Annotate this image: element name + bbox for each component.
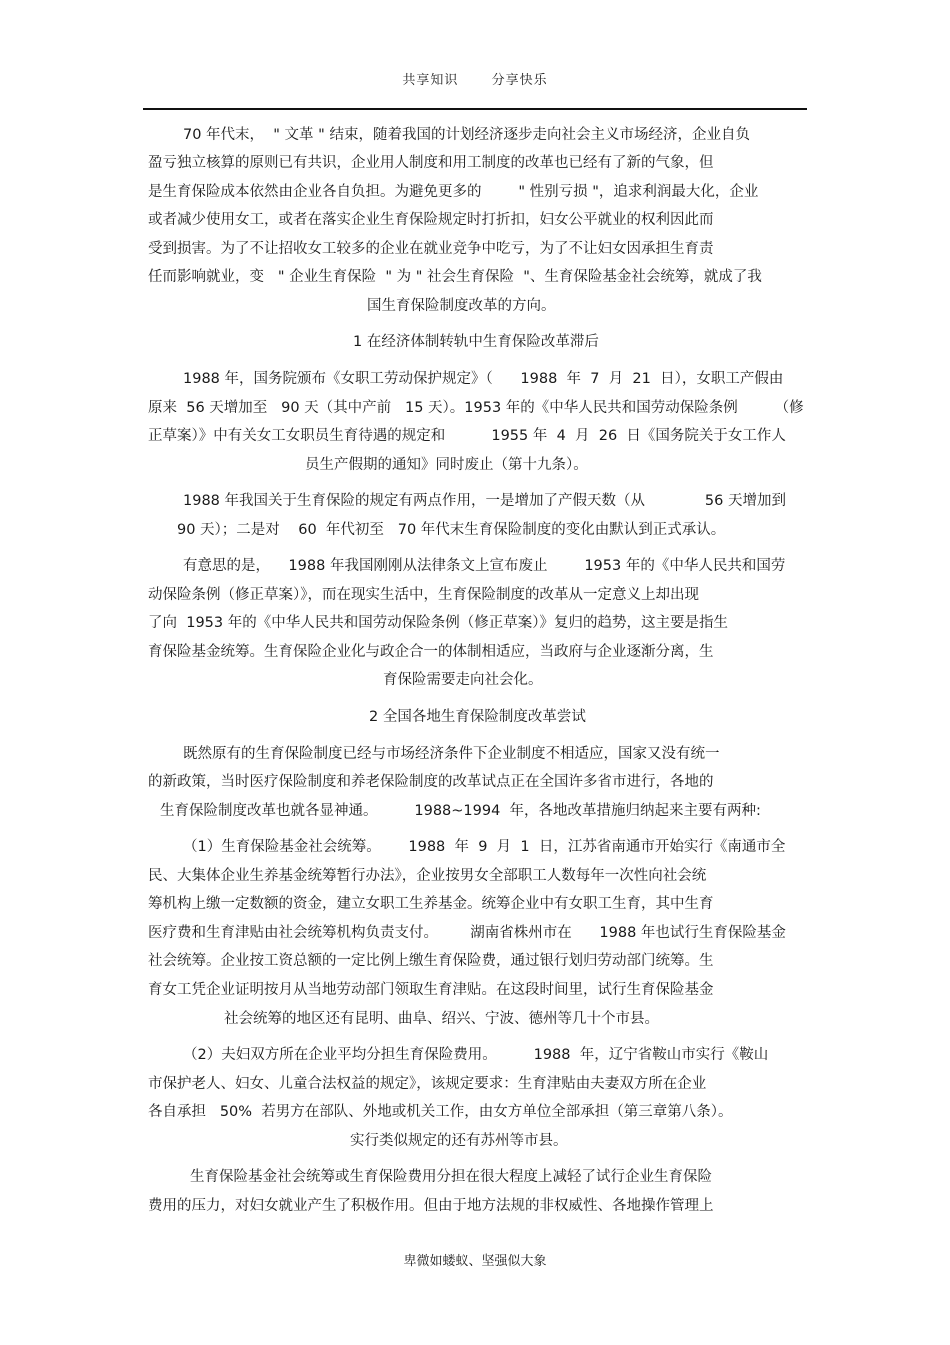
- text-line: 或者减少使用女工，或者在落实企业生育保险规定时打折扣，妇女公平就业的权利因此而: [148, 212, 714, 228]
- text-line: 医疗费和生育津贴由社会统筹机构负责支付。 湖南省株州市在 1988 年也试行生育保险基金: [148, 925, 786, 941]
- text-line: 实行类似规定的还有苏州等市县。: [350, 1133, 568, 1149]
- text-line: 是生育保险成本依然由企业各自负担。为避免更多的 " 性别亏损 "，追求利润最大化，企业: [148, 184, 759, 200]
- text-line: 筹机构上缴一定数额的资金，建立女职工生养基金。统筹企业中有女职工生育，其中生育: [148, 896, 714, 912]
- header-divider: [143, 108, 807, 110]
- text-line: 90 天）；二是对 60 年代初至 70 年代末生育保险制度的变化由默认到正式承认。: [177, 522, 726, 538]
- text-line: 正草案）》中有关女工女职员生育待遇的规定和 1955 年 4 月 26 日《国务院关于女工作人: [148, 428, 786, 444]
- text-line: 市保护老人、妇女、儿童合法权益的规定》，该规定要求：生育津贴由夫妻双方所在企业: [148, 1076, 707, 1092]
- text-line: 育女工凭企业证明按月从当地劳动部门领取生育津贴。在这段时间里，试行生育保险基金: [148, 982, 714, 998]
- text-line: 动保险条例（修正草案）》，而在现实生活中，生育保险制度的改革从一定意义上却出现: [148, 587, 699, 603]
- text-line: （1）生育保险基金社会统筹。 1988 年 9 月 1 日，江苏省南通市开始实行《南通市全: [183, 839, 786, 855]
- text-line: 员生产假期的通知》同时废止（第十九条）。: [305, 457, 588, 473]
- text-line: 受到损害。为了不让招收女工较多的企业在就业竞争中吃亏，为了不让妇女因承担生育责: [148, 241, 714, 257]
- page-header: [0, 69, 950, 88]
- text-line: 费用的压力，对妇女就业产生了积极作用。但由于地方法规的非权威性、各地操作管理上: [148, 1198, 714, 1214]
- text-line: 社会统筹。企业按工资总额的一定比例上缴生育保险费，通过银行划归劳动部门统筹。生: [148, 953, 714, 969]
- text-line: 1988 年我国关于生育保险的规定有两点作用，一是增加了产假天数（从 56 天增加到: [183, 493, 786, 509]
- section-heading: 1 在经济体制转轨中生育保险改革滞后: [353, 334, 599, 350]
- text-line: 国生育保险制度改革的方向。: [367, 298, 556, 314]
- text-line: 70 年代末， " 文革 " 结束，随着我国的计划经济逐步走向社会主义市场经济，企业自负: [183, 127, 750, 143]
- text-line: 的新政策，当时医疗保险制度和养老保险制度的改革试点正在全国许多省市进行，各地的: [148, 774, 714, 790]
- text-line: 各自承担 50% 若男方在部队、外地或机关工作，由女方单位全部承担（第三章第八条）。: [148, 1104, 733, 1120]
- text-line: 民、大集体企业生养基金统筹暂行办法》，企业按男女全部职工人数每年一次性向社会统: [148, 868, 707, 884]
- text-line: 育保险需要走向社会化。: [383, 672, 543, 688]
- text-line: 盈亏独立核算的原则已有共识，企业用人制度和用工制度的改革也已经有了新的气象，但: [148, 155, 714, 171]
- text-line: 育保险基金统筹。生育保险企业化与政企合一的体制相适应，当政府与企业逐渐分离，生: [148, 644, 714, 660]
- header-left-text: 共享知识: [402, 73, 459, 88]
- text-line: 生育保险制度改革也就各显神通。 1988~1994 年，各地改革措施归纳起来主要有两种:: [160, 803, 761, 819]
- text-line: 生育保险基金社会统筹或生育保险费用分担在很大程度上减轻了试行企业生育保险: [190, 1169, 712, 1185]
- text-line: 任而影响就业，变 " 企业生育保险 " 为 " 社会生育保险 "、生育保险基金社会统筹，就成了我: [148, 269, 762, 285]
- text-line: 有意思的是， 1988 年我国刚刚从法律条文上宣布废止 1953 年的《中华人民共和国劳: [183, 558, 786, 574]
- header-right-text: 分享快乐: [491, 73, 548, 88]
- text-line: 1988 年，国务院颁布《女职工劳动保护规定》（ 1988 年 7 月 21 日），女职工产假由: [183, 371, 784, 387]
- section-heading: 2 全国各地生育保险制度改革尝试: [369, 709, 586, 725]
- text-line: 原来 56 天增加至 90 天（其中产前 15 天）。1953 年的《中华人民共和国劳动保险条例 （修: [148, 400, 804, 416]
- page-footer: 卑微如蝼蚁、坚强似大象: [403, 1254, 547, 1269]
- text-line: 既然原有的生育保险制度已经与市场经济条件下企业制度不相适应，国家又没有统一: [183, 746, 720, 762]
- text-line: 社会统筹的地区还有昆明、曲阜、绍兴、宁波、德州等几十个市县。: [224, 1011, 659, 1027]
- text-line: （2）夫妇双方所在企业平均分担生育保险费用。 1988 年，辽宁省鞍山市实行《鞍山: [183, 1047, 769, 1063]
- text-line: 了向 1953 年的《中华人民共和国劳动保险条例（修正草案）》复归的趋势，这主要是指生: [148, 615, 728, 631]
